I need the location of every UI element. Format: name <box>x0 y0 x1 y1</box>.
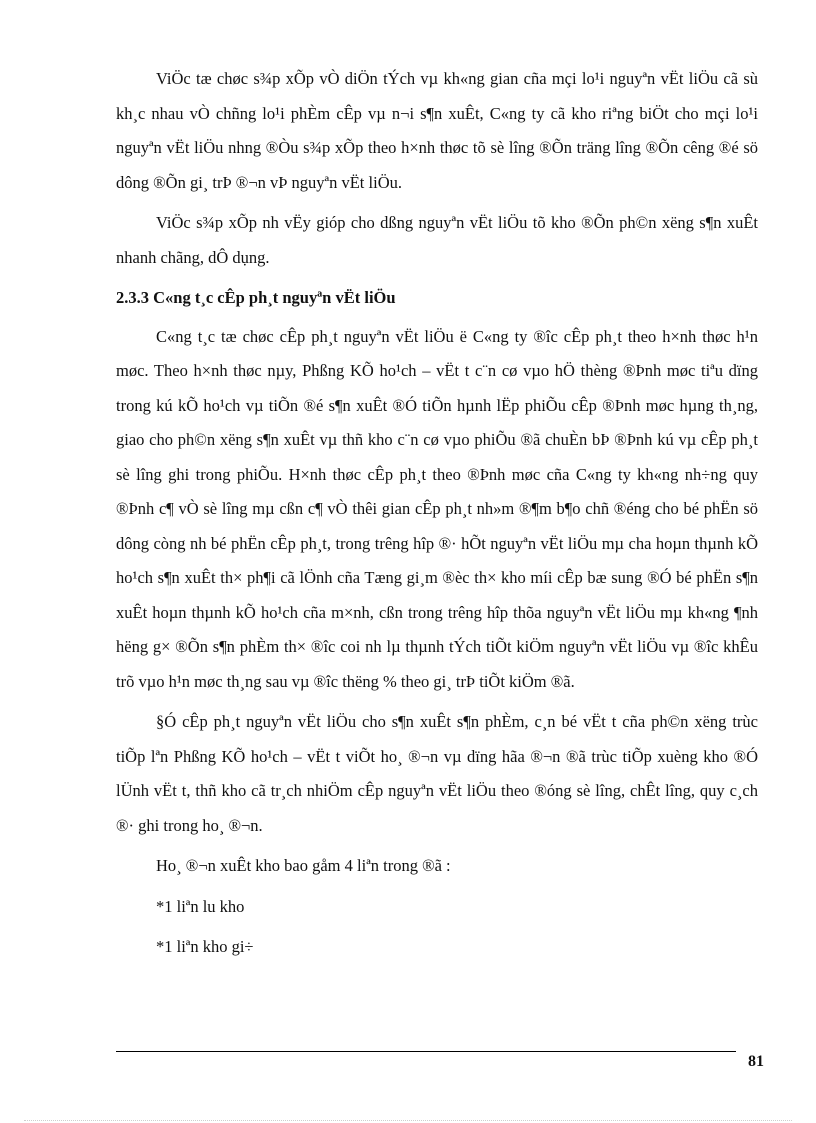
page-bottom-border <box>24 1120 792 1121</box>
footer-rule <box>116 1051 736 1052</box>
section-heading: 2.3.3 C«ng t¸c cÊp ph¸t nguyªn vËt liÖu <box>116 288 396 307</box>
paragraph: ViÖc s¾p xÕp nh vËy gióp cho dßng nguyªn vËt liÖu tõ kho ®Õn ph©n xëng s¶n xuÊt nhanh chãng, dÔ dụng. <box>116 213 758 267</box>
paragraph: Ho¸ ®¬n xuÊt kho bao gåm 4 liªn trong ®ã : <box>156 856 451 875</box>
list-item: *1 liªn lu kho <box>156 896 245 916</box>
document-body <box>116 62 758 971</box>
list-item: *1 liªn kho gi÷ <box>156 937 254 956</box>
paragraph: §Ó cÊp ph¸t nguyªn vËt liÖu cho s¶n xuÊt s¶n phÈm, c¸n bé vËt t cña ph©n xëng trùc tiÕp lªn Phßng KÕ ho¹ch – vËt t viÕt ho¸ ®¬n vµ dïng hãa ®¬n ®ã trùc tiÕp xuèng kho ®Ó lÜnh vËt t, thñ kho cã tr¸ch nhiÖm cÊp nguyªn vËt liÖu theo ®óng sè lîng, chÊt lîng, quy c¸ch ®· ghi trong ho¸ ®¬n. <box>116 712 758 835</box>
page-number: 81 <box>748 1053 764 1070</box>
paragraph: ViÖc tæ chøc s¾p xÕp vÒ diÖn tÝch vµ kh«ng gian cña mçi lo¹i nguyªn vËt liÖu cã sù kh¸c nhau vÒ chñng lo¹i phÈm cÊp vµ n¬i s¶n xuÊt, C«ng ty cã kho riªng biÖt cho mçi lo¹i nguyªn vËt liÖu nhng ®Òu s¾p xÕp theo h×nh thøc tõ sè lîng ®Õn träng lîng ®Õn cêng ®é sö dông ®Õn gi¸ trÞ ®¬n vÞ nguyªn vËt liÖu. <box>116 69 758 192</box>
paragraph: C«ng t¸c tæ chøc cÊp ph¸t nguyªn vËt liÖu ë C«ng ty ®îc cÊp ph¸t theo h×nh thøc h¹n møc. Theo h×nh thøc nµy, Phßng KÕ ho¹ch – vËt t c¨n cø vµo hÖ thèng ®Þnh møc tiªu dïng trong kú kÕ ho¹ch vµ tiÕn ®é s¶n xuÊt ®Ó tiÕn hµnh lËp phiÕu cÊp ®Þnh møc hµng th¸ng, giao cho ph©n xëng s¶n xuÊt vµ thñ kho c¨n cø vµo phiÕu ®ã chuÈn bÞ ®Þnh kú vµ cÊp ph¸t sè lîng ghi trong phiÕu. H×nh thøc cÊp ph¸t theo ®Þnh møc cña C«ng ty kh«ng nh÷ng quy ®Þnh c¶ vÒ sè lîng mµ cßn c¶ vÒ thêi gian cÊp ph¸t nh»m ®¶m b¶o chñ ®éng cho bé phËn sö dông còng nh bé phËn cÊp ph¸t, trong trêng hîp ®· hÕt nguyªn vËt liÖu mµ cha hoµn thµnh kÕ ho¹ch s¶n xuÊt th× ph¶i cã lÖnh cña Tæng gi¸m ®èc th× kho míi cÊp bæ sung ®Ó bé phËn s¶n xuÊt hoµn thµnh kÕ ho¹ch cña m×nh, cßn trong trêng hîp thõa nguyªn vËt liÖu mµ kh«ng ¶nh hëng g× ®Õn s¶n phÈm th× ®îc coi nh lµ thµnh tÝch tiÕt kiÖm nguyªn vËt liÖu vµ ®îc khÊu trõ vµo h¹n møc th¸ng sau vµ ®îc thëng % theo gi¸ trÞ tiÕt kiÖm ®ã. <box>116 326 758 691</box>
